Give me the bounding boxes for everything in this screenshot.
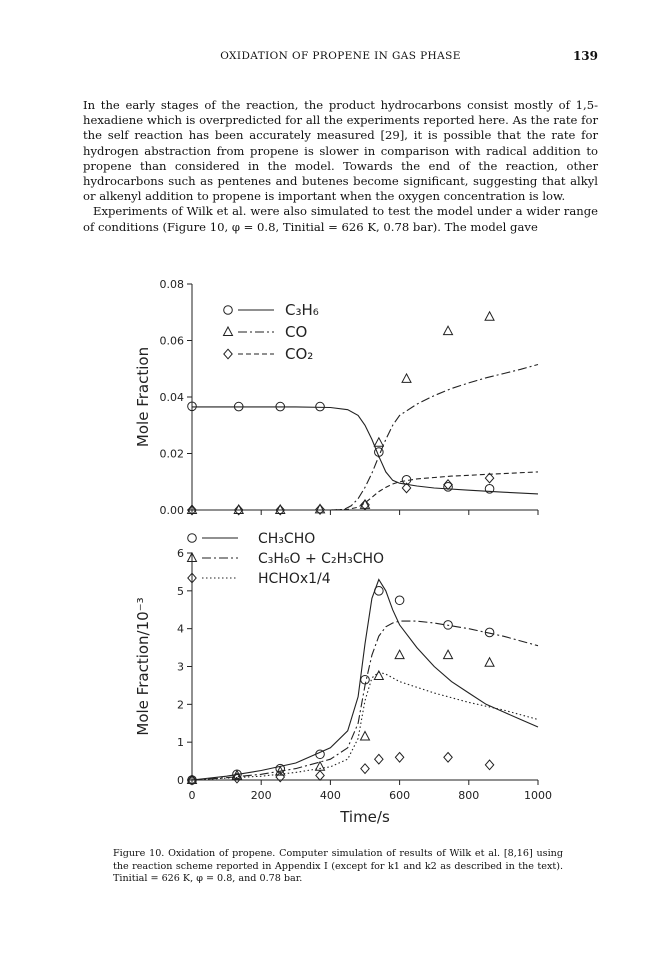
figure-caption: Figure 10. Oxidation of propene. Computer simulation of results of Wilk et al. [8,16] using the reaction scheme reported in Appendix I (except for k1 and k2 as described in the text). Tinitial = 626 K, φ = 0.8, and 0.78 bar. xyxy=(113,848,563,885)
data-point-diamond xyxy=(316,771,324,781)
running-title: OXIDATION OF PROPENE IN GAS PHASE xyxy=(220,50,461,62)
x-axis-label: Time/s xyxy=(340,808,390,826)
data-point-triangle xyxy=(361,731,370,740)
y-tick-label: 4 xyxy=(177,622,184,636)
x-tick-label: 400 xyxy=(319,789,341,802)
y-axis-label: Mole Fraction xyxy=(134,346,152,448)
legend-label: HCHOx1/4 xyxy=(258,571,331,587)
x-tick-label: 200 xyxy=(250,789,272,802)
data-point-circle xyxy=(316,402,325,411)
y-tick-label: 0.08 xyxy=(159,278,184,291)
data-point-triangle xyxy=(224,327,233,336)
data-point-triangle xyxy=(444,650,453,659)
body-text xyxy=(83,98,598,235)
data-point-circle xyxy=(375,587,384,596)
y-tick-label: 5 xyxy=(177,584,184,598)
data-point-circle xyxy=(224,306,233,315)
y-tick-label: 0.02 xyxy=(159,447,184,461)
y-tick-label: 0 xyxy=(177,774,184,787)
data-point-triangle xyxy=(485,658,494,667)
data-point-circle xyxy=(361,675,370,684)
data-point-diamond xyxy=(395,753,403,763)
data-point-triangle xyxy=(485,312,494,321)
data-point-diamond xyxy=(444,753,452,763)
series-line xyxy=(192,407,538,494)
x-tick-label: 600 xyxy=(389,789,411,802)
data-point-diamond xyxy=(224,349,232,359)
paragraph: Experiments of Wilk et al. were also simulated to test the model under a wider range of conditions (Figure 10, φ = 0.8, Tinitial = 626 K, 0.78 bar). The model gave xyxy=(83,204,598,234)
series-line xyxy=(192,580,538,781)
legend-label: CH₃CHO xyxy=(258,531,316,547)
x-tick-label: 800 xyxy=(458,789,480,802)
y-tick-label: 1 xyxy=(177,736,184,750)
legend-label: C₃H₆O + C₂H₃CHO xyxy=(258,551,385,567)
legend-label: CO₂ xyxy=(285,345,314,363)
figure-10 xyxy=(100,270,570,830)
legend-label: CO xyxy=(285,323,308,341)
data-point-diamond xyxy=(485,760,493,770)
data-point-diamond xyxy=(444,480,452,490)
paragraph: In the early stages of the reaction, the product hydrocarbons consist mostly of 1,5-hexadiene which is overpredicted for all the experiments reported here. As the rate for the self reaction has been accurately measured [29], it is possible that the rate for hydrogen abstraction from propene is slower in comparison with radical addition to propene than considered in the model. Towards the end of the reaction, other hydrocarbons such as pentenes and butenes become significant, suggesting that alkyl or alkenyl addition to propene is important when the oxygen concentration is low. xyxy=(83,98,598,204)
data-point-circle xyxy=(395,596,404,605)
y-tick-label: 3 xyxy=(177,660,184,674)
y-tick-label: 0.00 xyxy=(159,504,184,517)
data-point-diamond xyxy=(361,764,369,774)
x-tick-label: 1000 xyxy=(524,789,552,802)
data-point-diamond xyxy=(375,754,383,764)
y-tick-label: 2 xyxy=(177,698,184,712)
data-point-triangle xyxy=(444,326,453,335)
data-point-triangle xyxy=(395,650,404,659)
data-point-triangle xyxy=(402,374,411,383)
y-axis-label: Mole Fraction/10⁻³ xyxy=(134,597,152,736)
legend-label: C₃H₆ xyxy=(285,301,319,319)
y-tick-label: 6 xyxy=(177,547,184,560)
running-header xyxy=(83,50,598,68)
data-point-triangle xyxy=(374,438,383,447)
data-point-circle xyxy=(188,534,197,543)
series-line xyxy=(192,365,538,511)
y-tick-label: 0.04 xyxy=(159,391,184,404)
x-tick-label: 0 xyxy=(188,789,196,802)
y-tick-label: 0.06 xyxy=(159,334,184,348)
page-number: 139 xyxy=(572,49,598,63)
